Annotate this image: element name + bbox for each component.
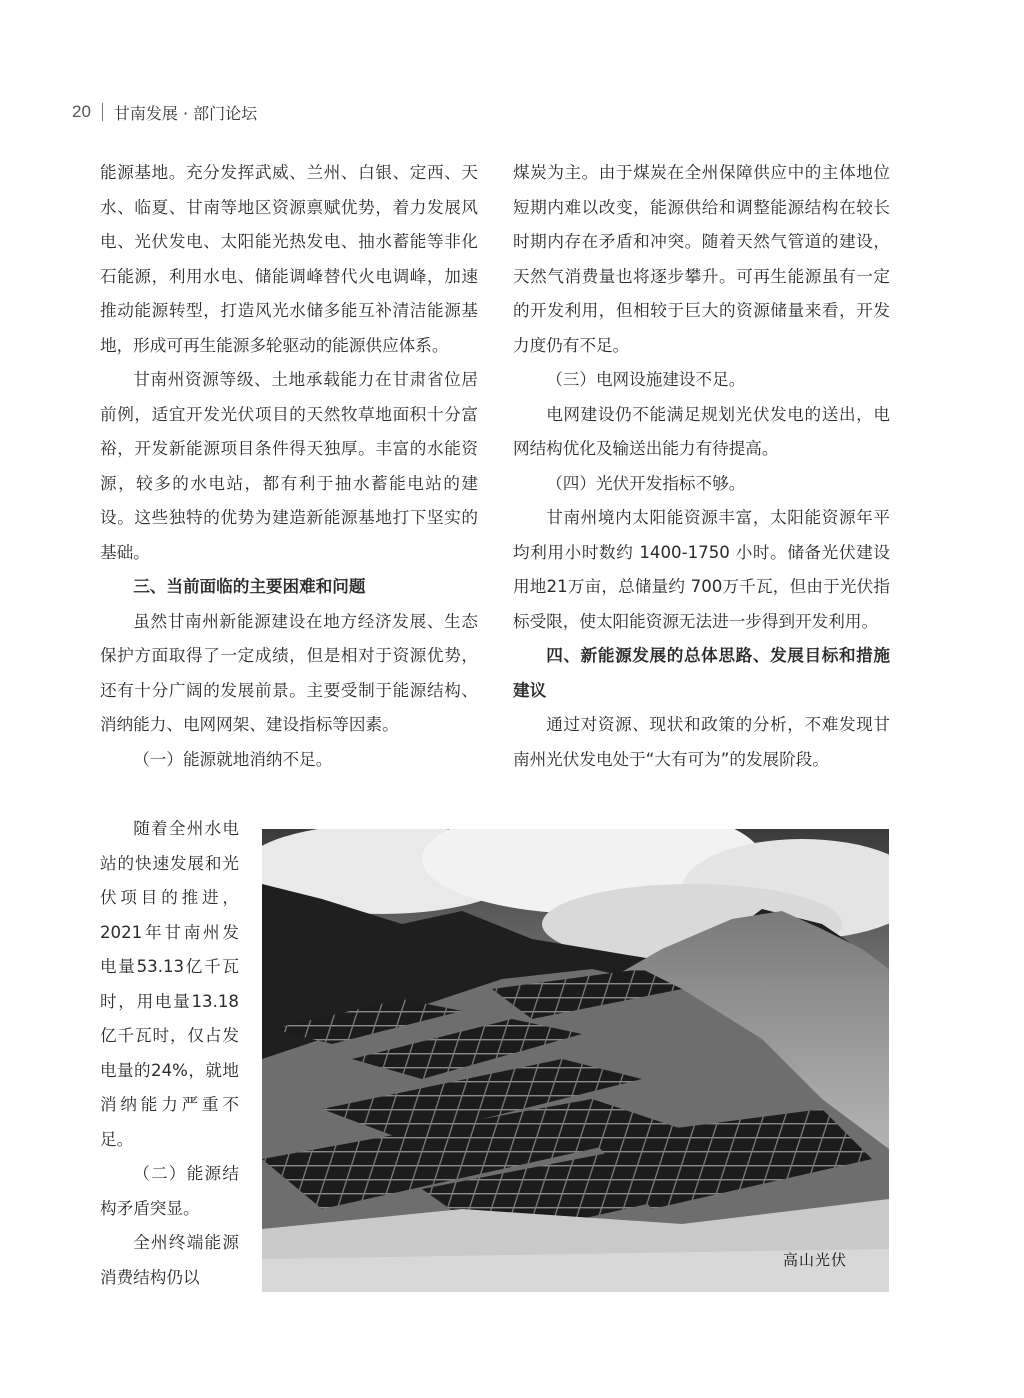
subheading: （三）电网设施建设不足。 <box>546 370 746 389</box>
left-column <box>100 156 478 777</box>
subheading: （二）能源结构矛盾突显。 <box>100 1164 239 1218</box>
section-title: 甘南发展 · 部门论坛 <box>113 103 258 123</box>
right-column <box>513 156 890 777</box>
subheading: （一）能源就地消纳不足。 <box>133 749 333 769</box>
photo-image <box>262 829 889 1292</box>
paragraph: 电网建设仍不能满足规划光伏发电的送出，电网结构优化及输送出能力有待提高。 <box>513 404 890 458</box>
photo-caption: 高山光伏 <box>782 1251 847 1269</box>
solar-farm-photo <box>262 829 889 1292</box>
paragraph: 通过对资源、现状和政策的分析，不难发现甘南州光伏发电处于“大有可为”的发展阶段。 <box>513 715 890 769</box>
paragraph: 随着全州水电站的快速发展和光伏项目的推进，2021年甘南州发电量53.13亿千瓦时，用电量13.18亿千瓦时，仅占发电量的24%，就地消纳能力严重不足。 <box>100 819 239 1149</box>
paragraph: 全州终端能源消费结构仍以 <box>100 1233 239 1287</box>
paragraph: 能源基地。充分发挥武威、兰州、白银、定西、天水、临夏、甘南等地区资源禀赋优势，着力发展风电、光伏发电、太阳能光热发电、抽水蓄能等非化石能源，利用水电、储能调峰替代火电调峰，加速推动能源转型，打造风光水储多能互补清洁能源基地，形成可再生能源多轮驱动的能源供应体系。 <box>100 163 478 355</box>
header-divider <box>102 103 103 121</box>
page-header <box>72 100 257 124</box>
section-heading: 三、当前面临的主要困难和问题 <box>133 577 366 596</box>
subheading: （四）光伏开发指标不够。 <box>546 473 746 493</box>
paragraph: 虽然甘南州新能源建设在地方经济发展、生态保护方面取得了一定成绩，但是相对于资源优势，还有十分广阔的发展前景。主要受制于能源结构、消纳能力、电网网架、建设指标等因素。 <box>100 611 478 734</box>
page-number: 20 <box>72 102 91 121</box>
paragraph: 甘南州资源等级、土地承载能力在甘肃省位居前例，适宜开发光伏项目的天然牧草地面积十分富裕，开发新能源项目条件得天独厚。丰富的水能资源，较多的水电站，都有利于抽水蓄能电站的建设。这些独特的优势为建造新能源基地打下坚实的基础。 <box>100 370 478 562</box>
paragraph: 甘南州境内太阳能资源丰富，太阳能资源年平均利用小时数约 1400-1750 小时。储备光伏建设用地21万亩，总储量约 700万千瓦，但由于光伏指标受限，使太阳能资源无法进一步得到开发利用。 <box>513 508 890 631</box>
narrow-column <box>100 812 239 1295</box>
paragraph: 煤炭为主。由于煤炭在全州保障供应中的主体地位短期内难以改变，能源供给和调整能源结构在较长时期内存在矛盾和冲突。随着天然气管道的建设，天然气消费量也将逐步攀升。可再生能源虽有一定的开发利用，但相较于巨大的资源储量来看，开发力度仍有不足。 <box>513 163 890 355</box>
section-heading: 四、新能源发展的总体思路、发展目标和措施建议 <box>513 646 890 700</box>
